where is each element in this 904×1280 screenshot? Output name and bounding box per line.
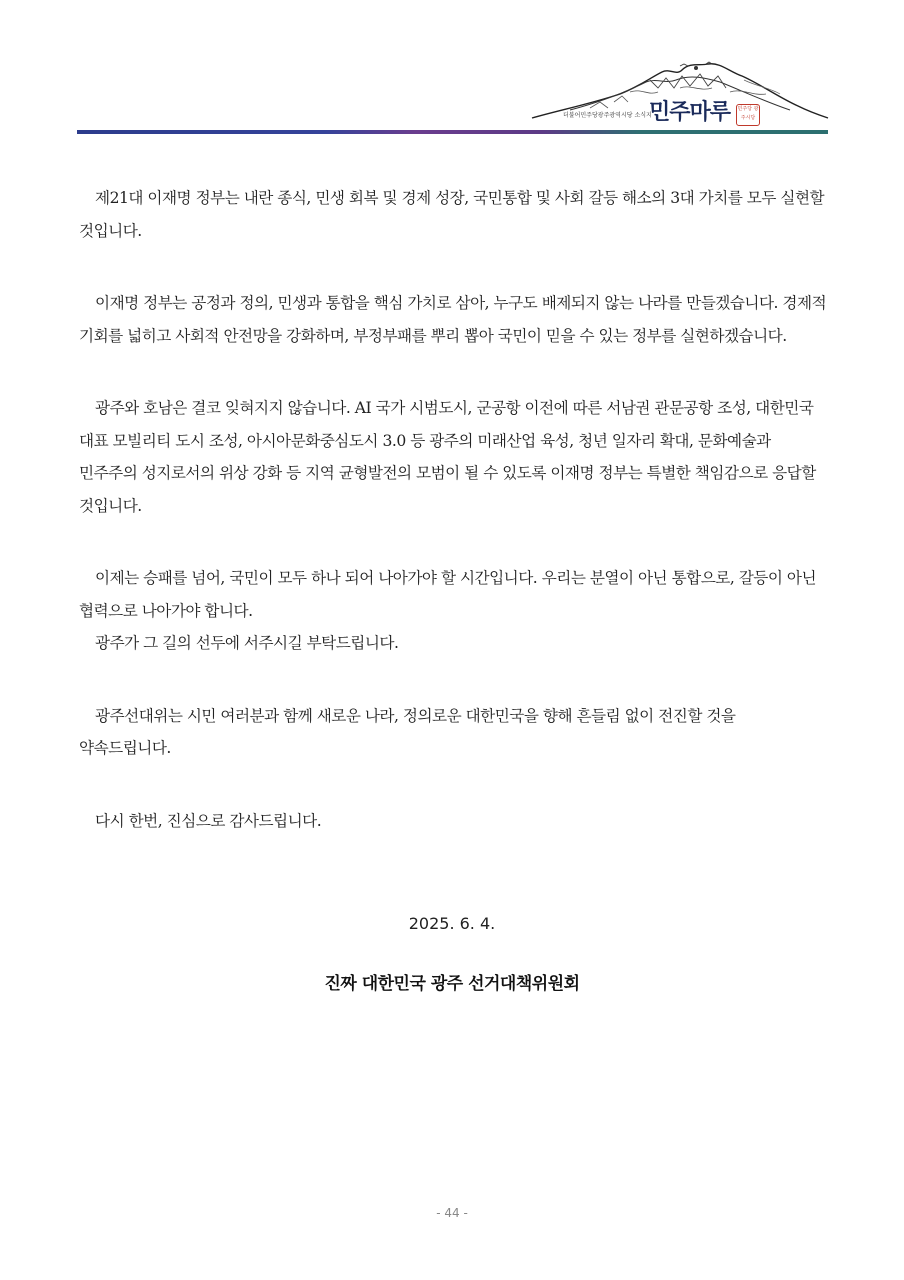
paragraph-line: 이제는 승패를 넘어, 국민이 모두 하나 되어 나아가야 할 시간입니다. 우리는 분열이 아닌 통합으로, 갈등이 아닌 협력으로 나아가야 합니다. — [79, 569, 817, 620]
paragraph-5 — [79, 700, 829, 765]
paragraph-line: 광주가 그 길의 선두에 서주시길 부탁드립니다. — [95, 634, 399, 652]
signer-name: 진짜 대한민국 광주 선거대책위원회 — [324, 974, 580, 994]
party-stamp: 민주당 광주시당 — [736, 104, 760, 126]
paragraph-6 — [79, 805, 829, 838]
page-number: - 44 - — [436, 1206, 468, 1220]
paragraph-3 — [79, 392, 829, 522]
brand-title: 민주마루 — [649, 100, 731, 125]
paragraph-line: 제21대 이재명 정부는 내란 종식, 민생 회복 및 경제 성장, 국민통합 및 사회 갈등 해소의 3대 가치를 모두 실현할 것입니다. — [79, 189, 825, 240]
paragraph-1 — [79, 182, 829, 247]
paragraph-2 — [79, 287, 829, 352]
page-header — [0, 0, 904, 140]
paragraph-line: 다시 한번, 진심으로 감사드립니다. — [95, 811, 322, 830]
publisher-label: 더불어민주당광주광역시당 소식지 — [563, 112, 652, 119]
paragraph-line: 이재명 정부는 공정과 정의, 민생과 통합을 핵심 가치로 삼아, 누구도 배제되지 않는 나라를 만들겠습니다. 경제적 기회를 넓히고 사회적 안전망을 강화하며, 부정부패를 뿌리 뽑아 국민이 믿을 수 있는 정부를 실현하겠습니다. — [79, 294, 827, 345]
statement-body — [79, 182, 829, 877]
statement-date: 2025. 6. 4. — [408, 914, 496, 933]
header-divider — [77, 130, 828, 134]
paragraph-4 — [79, 562, 829, 660]
paragraph-line: 광주선대위는 시민 여러분과 함께 새로운 나라, 정의로운 대한민국을 향해 흔들림 없이 전진할 것을 약속드립니다. — [79, 706, 736, 757]
paragraph-line: 광주와 호남은 결코 잊혀지지 않습니다. AI 국가 시범도시, 군공항 이전에 따른 서남권 관문공항 조성, 대한민국 대표 모빌리티 도시 조성, 아시아문화중심도시 3.0 등 광주의 미래산업 육성, 청년 일자리 확대, 문화예술과 민주주의 성지로서의 위상 강화 등 지역 균형발전의 모범이 될 수 있도록 이재명 정부는 특별한 책임감으로 응답할 것입니다. — [79, 399, 816, 515]
newsletter-logo — [530, 58, 830, 130]
